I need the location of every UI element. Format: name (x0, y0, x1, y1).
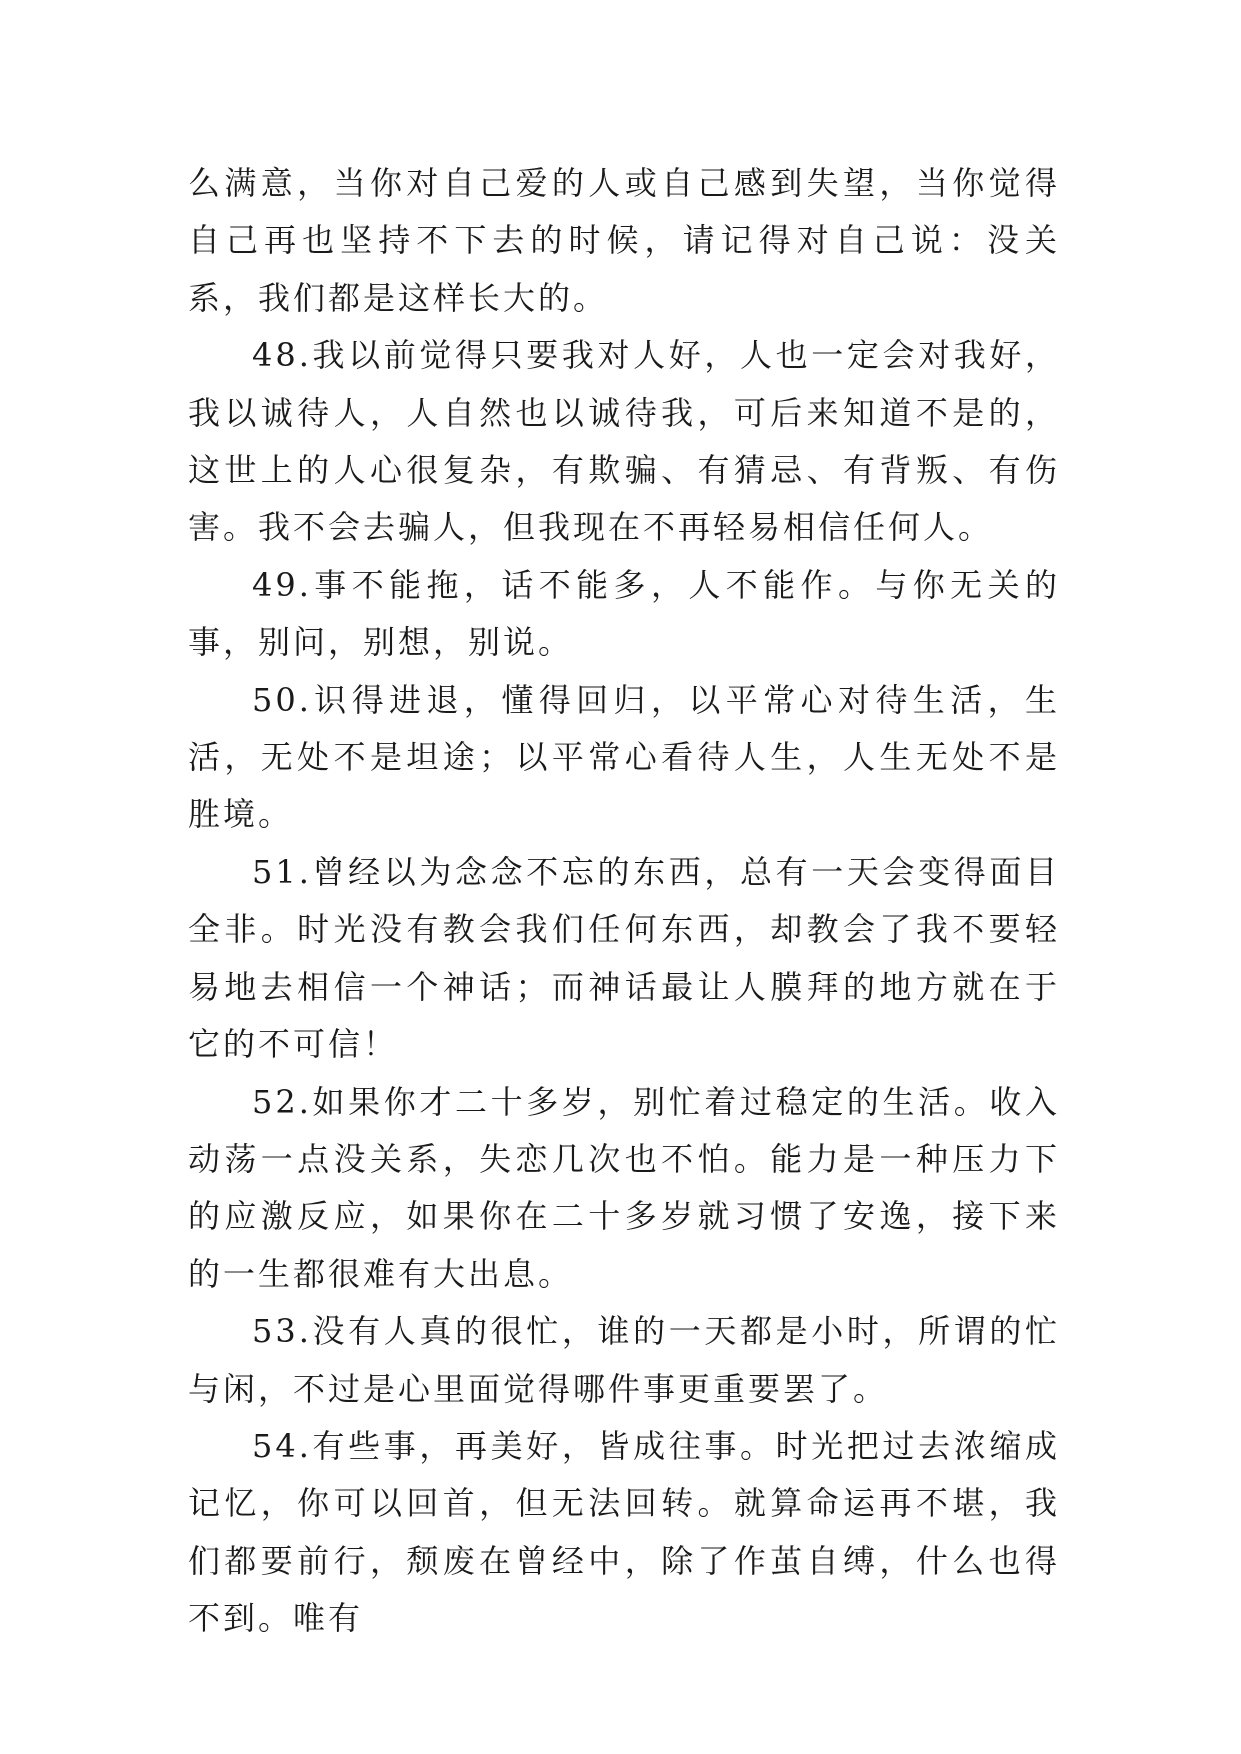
paragraph-54: 54.有些事，再美好，皆成往事。时光把过去浓缩成记忆，你可以回首，但无法回转。就算命运再不堪，我们都要前行，颓废在曾经中，除了作茧自缚，什么也得不到。唯有 (188, 1426, 1060, 1638)
paragraph-50: 50.识得进退，懂得回归，以平常心对待生活，生活，无处不是坦途；以平常心看待人生，人生无处不是胜境。 (188, 680, 1060, 834)
paragraph-51: 51.曾经以为念念不忘的东西，总有一天会变得面目全非。时光没有教会我们任何东西，却教会了我不要轻易地去相信一个神话；而神话最让人膜拜的地方就在于它的不可信！ (188, 852, 1060, 1064)
paragraph-53: 53.没有人真的很忙，谁的一天都是小时，所谓的忙与闲，不过是心里面觉得哪件事更重要罢了。 (188, 1312, 1060, 1408)
paragraph-49: 49.事不能拖，话不能多，人不能作。与你无关的事，别问，别想，别说。 (188, 565, 1060, 662)
paragraph-continued: 么满意，当你对自己爱的人或自己感到失望，当你觉得自己再也坚持不下去的时候，请记得对自己说：没关系，我们都是这样长大的。 (188, 164, 1060, 317)
document-body (188, 155, 1060, 1648)
paragraph-48: 48.我以前觉得只要我对人好，人也一定会对我好，我以诚待人，人自然也以诚待我，可后来知道不是的，这世上的人心很复杂，有欺骗、有猜忌、有背叛、有伤害。我不会去骗人，但我现在不再轻易相信任何人。 (188, 336, 1060, 547)
paragraph-52: 52.如果你才二十多岁，别忙着过稳定的生活。收入动荡一点没关系，失恋几次也不怕。能力是一种压力下的应激反应，如果你在二十多岁就习惯了安逸，接下来的一生都很难有大出息。 (188, 1082, 1060, 1293)
